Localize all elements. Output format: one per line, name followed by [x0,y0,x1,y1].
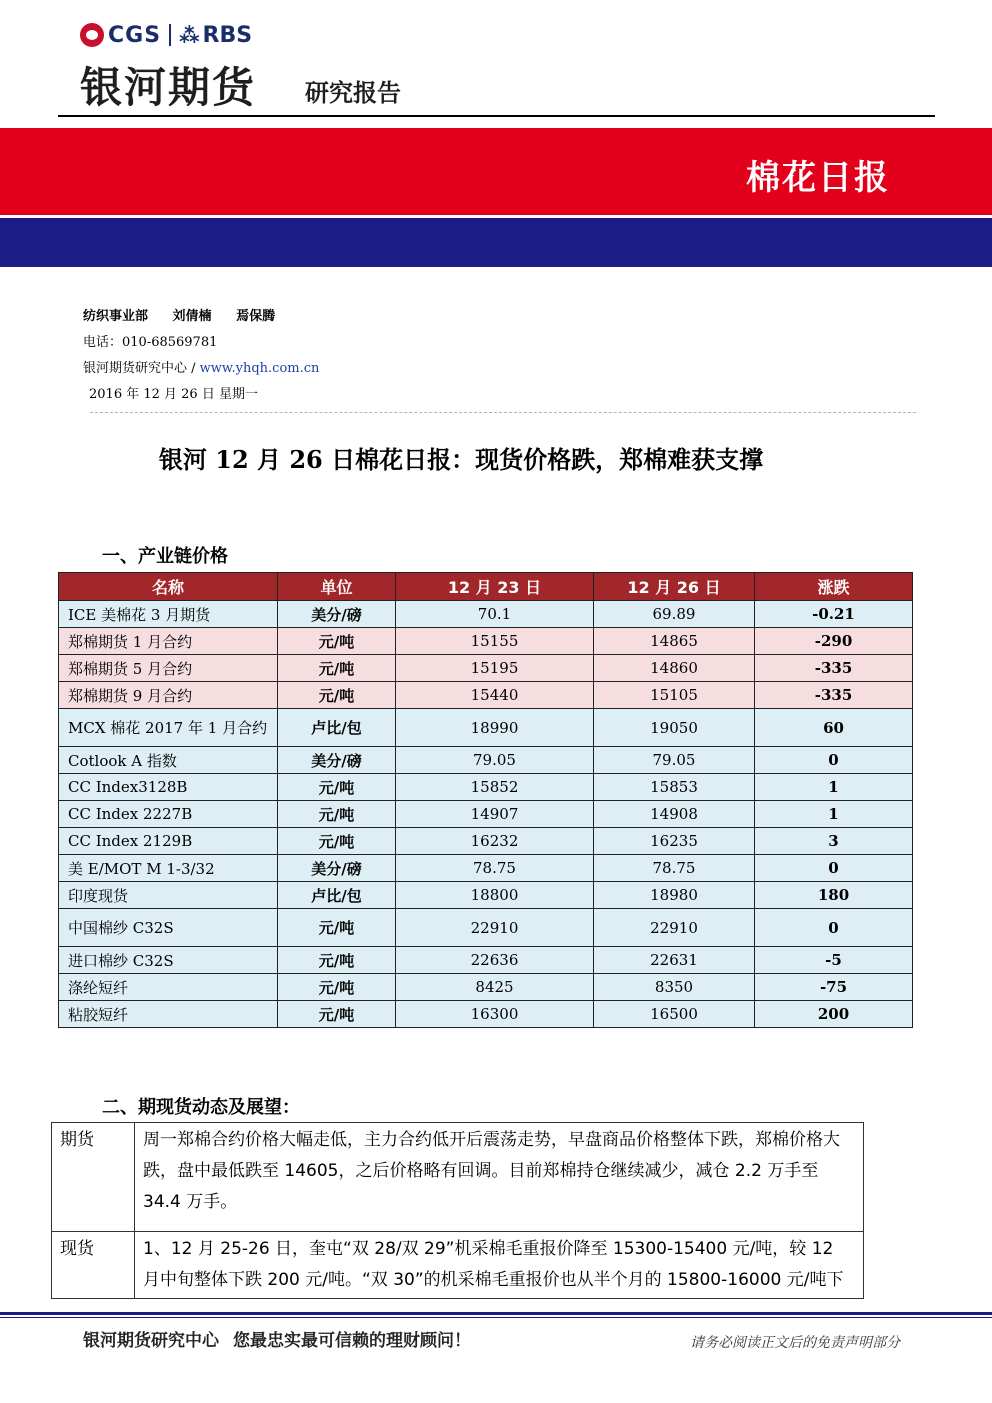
table-row [59,947,913,974]
rbs-logo-icon: ⁂ [179,23,200,47]
author-2: 焉保腾 [236,309,276,324]
cell-price-2: 79.05 [594,747,755,774]
footer-slogan-text: 您最忠实最可信赖的理财顾问！ [233,1331,471,1351]
cell-price-1: 8425 [396,974,594,1001]
cell-price-2: 8350 [594,974,755,1001]
outlook-label: 现货 [52,1232,135,1299]
cell-change: 60 [755,709,913,747]
logo-divider [169,24,171,46]
cell-name: 郑棉期货 5 月合约 [59,655,278,682]
cell-price-1: 15852 [396,774,594,801]
cell-unit: 卢比/包 [278,709,396,747]
cell-unit: 元/吨 [278,947,396,974]
cell-price-2: 16500 [594,1001,755,1028]
cell-price-2: 14860 [594,655,755,682]
cell-unit: 元/吨 [278,655,396,682]
cell-price-1: 15195 [396,655,594,682]
price-table [58,572,913,1028]
cell-change: -5 [755,947,913,974]
cell-change: 0 [755,747,913,774]
cell-change: 200 [755,1001,913,1028]
cell-price-1: 18990 [396,709,594,747]
cell-change: 3 [755,828,913,855]
cell-price-2: 22631 [594,947,755,974]
outlook-text: 1、12 月 25-26 日，奎屯“双 28/双 29”机采棉毛重报价降至 15300-15400 元/吨，较 12 月中旬整体下跌 200 元/吨。“双 30”的机采棉毛重报价也从半个月的 15800-16000 元/吨下 [135,1232,864,1299]
logo-rbs-text: RBS [202,22,253,48]
cell-unit: 元/吨 [278,974,396,1001]
cell-name: 中国棉纱 C32S [59,909,278,947]
cell-price-1: 79.05 [396,747,594,774]
company-name: 银河期货 [80,63,257,112]
cell-price-1: 18800 [396,882,594,909]
cell-price-2: 69.89 [594,601,755,628]
outlook-row [52,1232,864,1299]
table-header-row [59,573,913,601]
cell-price-1: 16300 [396,1001,594,1028]
cell-name: 印度现货 [59,882,278,909]
cell-price-1: 70.1 [396,601,594,628]
table-row [59,882,913,909]
cell-price-1: 15155 [396,628,594,655]
cell-name: CC Index 2129B [59,828,278,855]
cell-unit: 元/吨 [278,682,396,709]
column-header: 12 月 26 日 [594,573,755,601]
cell-name: Cotlook A 指数 [59,747,278,774]
table-row [59,974,913,1001]
table-row [59,747,913,774]
cell-change: -335 [755,655,913,682]
footer-divider-thin [0,1317,992,1318]
footer-divider [0,1312,992,1315]
cell-price-2: 22910 [594,909,755,947]
column-header: 单位 [278,573,396,601]
section-title-prices: 一、产业链价格 [102,546,228,567]
cell-change: -0.21 [755,601,913,628]
phone: 电话：010-68569781 [83,335,218,350]
outlook-table [51,1122,864,1299]
cell-unit: 元/吨 [278,801,396,828]
cell-price-1: 14907 [396,801,594,828]
cell-unit: 元/吨 [278,628,396,655]
department: 纺织事业部 [83,309,149,324]
cell-price-1: 15440 [396,682,594,709]
table-row [59,855,913,882]
cell-change: 0 [755,855,913,882]
outlook-text: 周一郑棉合约价格大幅走低，主力合约低开后震荡走势，早盘商品价格整体下跌，郑棉价格大跌，盘中最低跌至 14605，之后价格略有回调。目前郑棉持仓继续减少，减仓 2.2 万手至 34.4 万手。 [135,1123,864,1232]
cell-price-2: 15105 [594,682,755,709]
report-type: 研究报告 [305,79,401,107]
cell-price-1: 22636 [396,947,594,974]
footer-slogan [83,1326,471,1351]
cell-unit: 元/吨 [278,909,396,947]
cell-price-2: 19050 [594,709,755,747]
logo [80,20,252,50]
cell-unit: 美分/磅 [278,601,396,628]
cell-price-2: 15853 [594,774,755,801]
cell-unit: 元/吨 [278,828,396,855]
research-center: 银河期货研究中心 / [83,361,200,376]
header-divider [58,115,935,117]
cell-unit: 美分/磅 [278,747,396,774]
cell-name: CC Index3128B [59,774,278,801]
cell-unit: 卢比/包 [278,882,396,909]
site-line [83,357,319,376]
column-header: 涨跌 [755,573,913,601]
cell-price-1: 16232 [396,828,594,855]
cell-name: MCX 棉花 2017 年 1 月合约 [59,709,278,747]
cell-unit: 元/吨 [278,1001,396,1028]
outlook-label: 期货 [52,1123,135,1232]
cell-change: 1 [755,801,913,828]
cell-name: 郑棉期货 9 月合约 [59,682,278,709]
report-title: 棉花日报 [746,158,890,198]
section-title-outlook: 二、期现货动态及展望： [102,1097,300,1118]
outlook-row [52,1123,864,1232]
report-date: 2016 年 12 月 26 日 星期一 [89,387,258,402]
logo-cgs-text: CGS [108,22,162,48]
cell-name: 粘胶短纤 [59,1001,278,1028]
author-1: 刘倩楠 [172,309,212,324]
cell-change: 0 [755,909,913,947]
dashed-divider [90,412,916,413]
table-row [59,601,913,628]
footer-center: 银河期货研究中心 [83,1331,219,1351]
cell-name: 美 E/MOT M 1-3/32 [59,855,278,882]
table-row [59,655,913,682]
table-row [59,774,913,801]
cell-price-2: 78.75 [594,855,755,882]
cell-unit: 美分/磅 [278,855,396,882]
cell-change: -335 [755,682,913,709]
cell-name: 进口棉纱 C32S [59,947,278,974]
table-row [59,682,913,709]
cell-name: CC Index 2227B [59,801,278,828]
website-link[interactable]: www.yhqh.com.cn [199,361,320,376]
column-header: 12 月 23 日 [396,573,594,601]
table-row [59,909,913,947]
table-row [59,628,913,655]
cell-name: 郑棉期货 1 月合约 [59,628,278,655]
cell-price-2: 14865 [594,628,755,655]
column-header: 名称 [59,573,278,601]
table-row [59,828,913,855]
cell-name: ICE 美棉花 3 月期货 [59,601,278,628]
cgs-logo-icon [80,23,104,47]
cell-unit: 元/吨 [278,774,396,801]
author-line [83,305,295,324]
blue-banner [0,218,992,267]
cell-change: -290 [755,628,913,655]
cell-change: -75 [755,974,913,1001]
footer-disclaimer: 请务必阅读正文后的免责声明部分 [690,1335,900,1351]
cell-price-2: 16235 [594,828,755,855]
cell-price-1: 78.75 [396,855,594,882]
cell-name: 涤纶短纤 [59,974,278,1001]
cell-price-1: 22910 [396,909,594,947]
cell-change: 180 [755,882,913,909]
cell-change: 1 [755,774,913,801]
cell-price-2: 18980 [594,882,755,909]
table-row [59,801,913,828]
headline: 银河 12 月 26 日棉花日报：现货价格跌，郑棉难获支撑 [158,445,764,474]
cell-price-2: 14908 [594,801,755,828]
table-row [59,1001,913,1028]
table-row [59,709,913,747]
